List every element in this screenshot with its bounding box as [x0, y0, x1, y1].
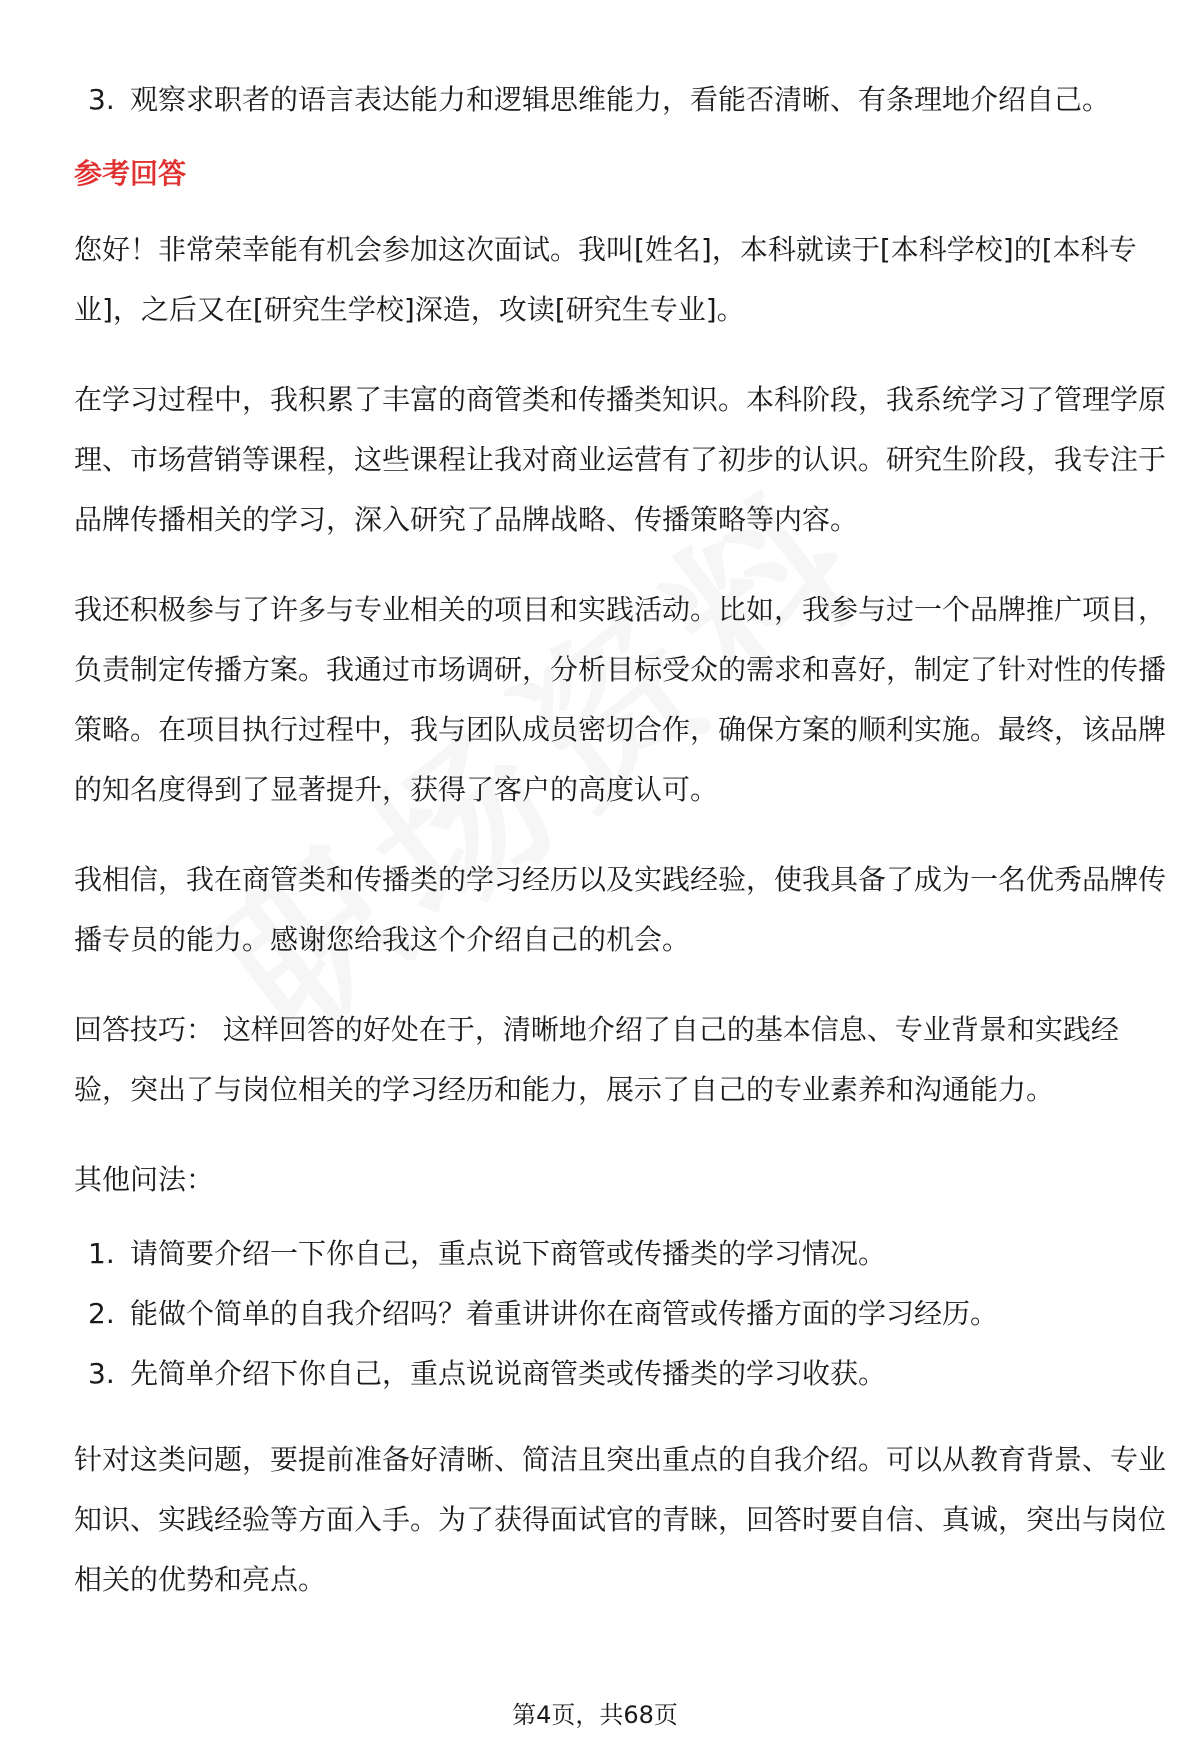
list-number: 3.: [88, 83, 115, 116]
page-content: [74, 70, 1174, 1640]
answer-paragraph-intro: 您好！非常荣幸能有机会参加这次面试。我叫[姓名]，本科就读于[本科学校]的[本科专业]，之后又在[研究生学校]深造，攻读[研究生专业]。: [74, 233, 1137, 326]
list-number: 1.: [88, 1237, 115, 1270]
list-item-text: 能做个简单的自我介绍吗？着重讲讲你在商管或传播方面的学习经历。: [130, 1297, 999, 1330]
list-number: 3.: [88, 1357, 115, 1390]
list-item-text: 请简要介绍一下你自己，重点说下商管或传播类的学习情况。: [130, 1237, 887, 1270]
closing-paragraph: 针对这类问题，要提前准备好清晰、简洁且突出重点的自我介绍。可以从教育背景、专业知识、实践经验等方面入手。为了获得面试官的青睐，回答时要自信、真诚，突出与岗位相关的优势和亮点。: [74, 1443, 1167, 1596]
list-item-text: 观察求职者的语言表达能力和逻辑思维能力，看能否清晰、有条理地介绍自己。: [130, 83, 1111, 116]
other-questions-label: 其他问法：: [74, 1163, 215, 1196]
answer-paragraph-conclusion: 我相信，我在商管类和传播类的学习经历以及实践经验，使我具备了成为一名优秀品牌传播专员的能力。感谢您给我这个介绍自己的机会。: [74, 863, 1167, 956]
list-item: [74, 1344, 1174, 1404]
answer-paragraph-practice: 我还积极参与了许多与专业相关的项目和实践活动。比如，我参与过一个品牌推广项目，负责制定传播方案。我通过市场调研，分析目标受众的需求和喜好，制定了针对性的传播策略。在项目执行过程中，我与团队成员密切合作，确保方案的顺利实施。最终，该品牌的知名度得到了显著提升，获得了客户的高度认可。: [74, 593, 1167, 806]
list-item-text: 先简单介绍下你自己，重点说说商管类或传播类的学习收获。: [130, 1357, 887, 1390]
list-item: [74, 70, 1174, 130]
answer-tips-paragraph: 回答技巧： 这样回答的好处在于，清晰地介绍了自己的基本信息、专业背景和实践经验，突出了与岗位相关的学习经历和能力，展示了自己的专业素养和沟通能力。: [74, 1013, 1119, 1106]
section-heading: 参考回答: [74, 157, 187, 190]
other-questions-list: [74, 1224, 1174, 1404]
list-item: [74, 1224, 1174, 1284]
criteria-list: [74, 70, 1174, 130]
list-item: [74, 1284, 1174, 1344]
page-footer: 第4页，共68页: [512, 1701, 678, 1729]
list-number: 2.: [88, 1297, 115, 1330]
answer-paragraph-study: 在学习过程中，我积累了丰富的商管类和传播类知识。本科阶段，我系统学习了管理学原理、市场营销等课程，这些课程让我对商业运营有了初步的认识。研究生阶段，我专注于品牌传播相关的学习，深入研究了品牌战略、传播策略等内容。: [74, 383, 1167, 536]
